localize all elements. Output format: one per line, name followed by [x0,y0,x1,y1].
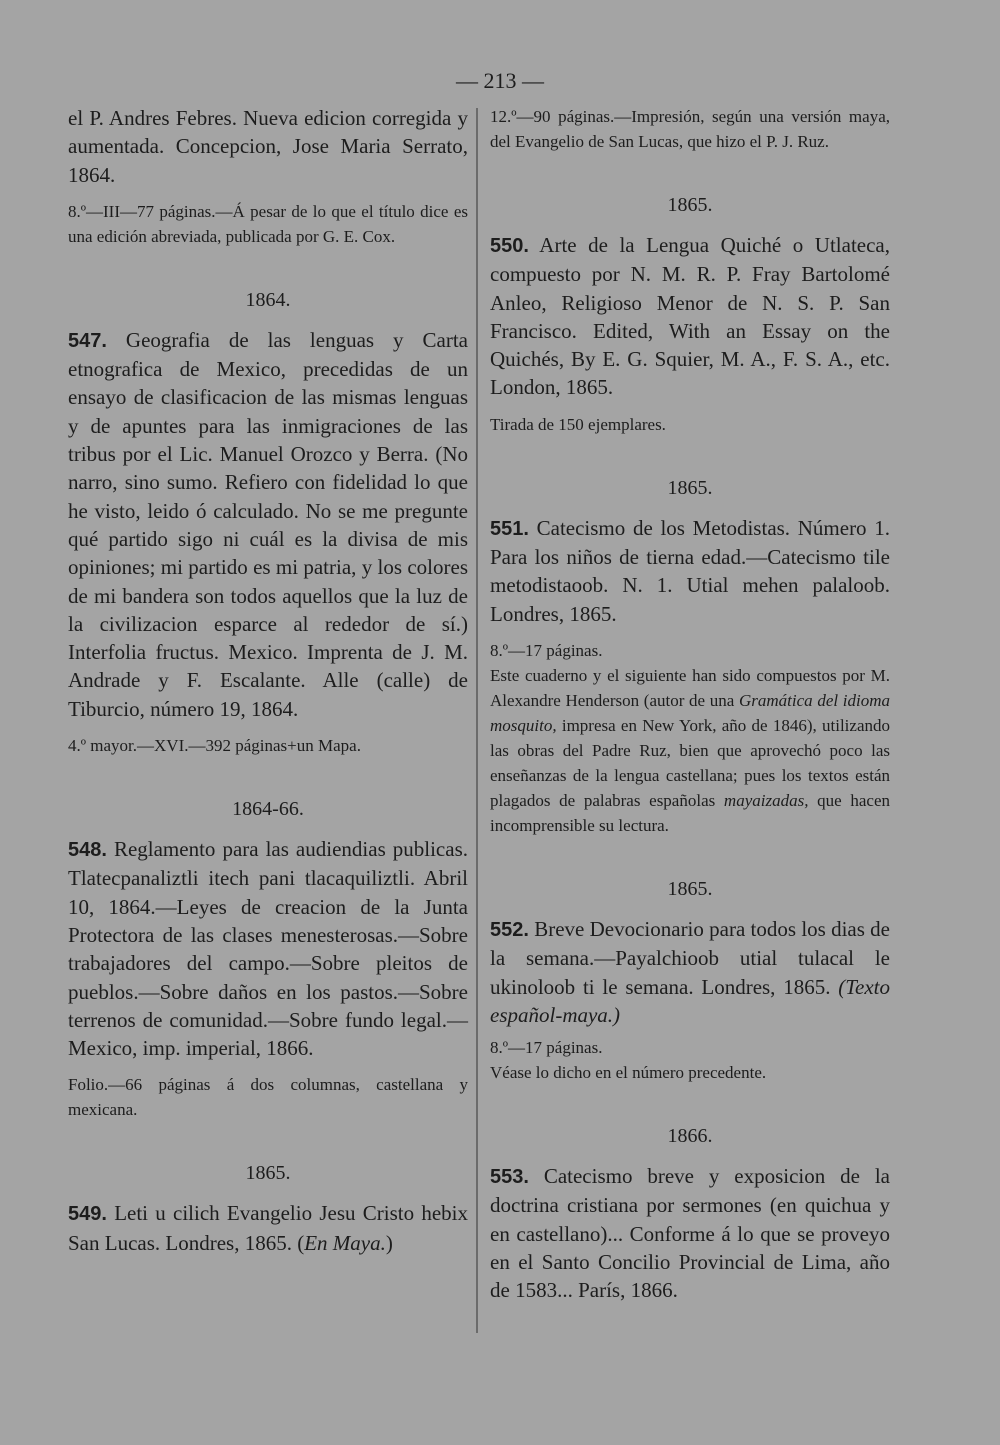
column-divider [476,108,478,1333]
entry-text-552: Breve Devocionario para todos los dias de la semana.—Payalchioob utial tulacal le ukinoloob ti le semana. Londres, 1865. [490,916,890,999]
entry-text-548: Reglamento para las audiendias publicas. Tlatecpanaliztli itech pani tlacaquiliztli. Abril 10, 1864.—Leyes de creacion de la Junta Protectora de las clases menesterosas.—Sobre trabajadores del campo.—Sobre pleitos de pueblos.—Sobre daños en los pastos.—Sobre terrenos de comunidad.—Sobre fundo legal.—Mexico, imp. imperial, 1866. [68,837,468,1061]
entry-number-550: 550. [490,235,529,257]
entry-text-550: Arte de la Lengua Quiché o Utlateca, compuesto por N. M. R. P. Fray Bartolomé Anleo, Religioso Menor de N. S. P. San Francisco. Edited, With an Essay on the Quichés, By E. G. Squier, M. A., F. S. A., etc. London, 1865. [490,233,890,400]
left-column [68,104,468,1257]
continued-entry-note-right: 12.º—90 páginas.—Impresión, según una versión maya, del Evangelio de San Lucas, que hizo el P. J. Ruz. [490,107,890,151]
entry-text-551: Catecismo de los Metodistas. Número 1. Para los niños de tierna edad.—Catecismo tile metodistaoob. N. 1. Utial mehen palaloob. Londres, 1865. [490,515,890,626]
entry-549 [68,1199,468,1257]
entry-551 [490,514,890,628]
year-heading-548: 1864-66. [232,798,304,821]
entry-text-547: Geografia de las lenguas y Carta etnografica de Mexico, precedidas de un ensayo de clasificacion de las mismas lenguas y de apuntes para las inmigraciones de las tribus por el Lic. Manuel Orozco y Berra. (No narro, sino sumo. Refiero con fidelidad lo que he visto, leido ó calculado. No se me pregunte qué partido sigo ni cuál es la divisa de mis opiniones; mi partido es mi patria, y los colores de mi bandera son todos aquellos que la luz de la civilizacion esparce al rededor de sí.) Interfolia fructus. Mexico. Imprenta de J. M. Andrade y F. Escalante. Alle (calle) de Tiburcio, número 19, 1864. [68,327,468,721]
entry-547 [68,326,468,723]
entry-553 [490,1162,890,1304]
entry-close-549: ) [385,1230,393,1255]
year-heading-550: 1865. [667,194,713,216]
entry-550 [490,231,890,402]
entry-number-547: 547. [68,329,107,352]
year-heading-547: 1864. [245,288,291,311]
entry-note-551-format: 8.º—17 páginas. [490,640,603,660]
entry-italic-549: En Maya. [304,1230,386,1255]
note-551-part1: Este cuaderno y el siguiente han sido compuestos por M. Alexandre Henderson (autor de una [490,665,890,710]
entry-552 [490,915,890,1029]
year-heading-553: 1866. [667,1125,713,1148]
entry-number-549: 549. [68,1203,107,1226]
note-551-part2: impresa en New York, año de 1846), utilizando las obras del Padre Ruz, bien que aprovechó poco las enseñanzas de la lengua castellana; pues los textos están plagados de palabras españolas [490,715,890,810]
entry-text-553: Catecismo breve y exposicion de la doctrina cristiana por sermones (en quichua y en castellano)... Conforme á lo que se proveyo en el Santo Concilio Provincial de Lima, año de 1583... París, 1866. [490,1164,890,1303]
continued-entry-text: el P. Andres Febres. Nueva edicion corregida y aumentada. Concepcion, Jose Maria Serrato, 1864. [68,106,468,187]
year-heading-552: 1865. [667,877,713,900]
year-heading-551: 1865. [667,476,713,499]
entry-548 [68,835,468,1062]
note-551-part3: que hacen incomprensible su lectura. [490,790,890,835]
continued-entry-note: 8.º—III—77 páginas.—Á pesar de lo que el título dice es una edición abreviada, publicada por G. E. Cox. [68,201,468,246]
entry-italic-552: (Texto español-maya.) [490,974,891,1027]
entry-note-551-comment [490,663,890,838]
entry-number-551: 551. [490,517,529,540]
entry-note-550: Tirada de 150 ejemplares. [490,414,666,434]
entry-text-549: Leti u cilich Evangelio Jesu Cristo hebix San Lucas. Londres, 1865. ( [68,1201,468,1255]
entry-note-552-format: 8.º—17 páginas. [490,1038,603,1058]
year-heading-549: 1865. [245,1162,291,1185]
page-number: — 213 — [456,68,544,93]
entry-note-548: Folio.—66 páginas á dos columnas, castellana y mexicana. [68,1075,468,1120]
right-column [490,104,890,1305]
entry-number-548: 548. [68,839,107,862]
entry-note-552-comment: Véase lo dicho en el número precedente. [490,1063,767,1083]
entry-number-553: 553. [490,1166,529,1189]
entry-note-547: 4.º mayor.—XVI.—392 páginas+un Mapa. [68,736,361,756]
entry-number-552: 552. [490,918,529,941]
note-551-italic2: mayaizadas, [723,790,809,810]
note-551-italic1: Gramática del idioma mosquito, [490,690,891,735]
